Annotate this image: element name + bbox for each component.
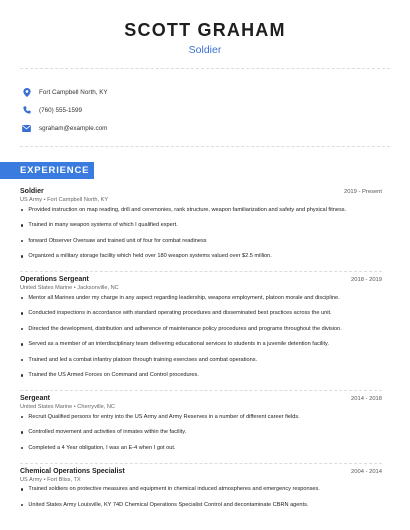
contact-phone (22, 101, 108, 119)
list-item: Conducted inspections in accordance with standard operating procedures and disseminated best practices across the unit. (20, 310, 382, 326)
resume-header (0, 0, 410, 56)
list-item: Organized a military storage facility which held over 180 weapon systems valued over $2.5 million. (20, 253, 382, 269)
list-item: Trained the US Armed Forces on Command and Control procedures. (20, 372, 382, 388)
envelope-icon (22, 124, 31, 133)
list-item: Trained in many weapon systems of which I qualified expert. (20, 222, 382, 238)
contact-divider (20, 146, 390, 147)
job-date: 2004 - 2014 (351, 468, 382, 475)
candidate-name: SCOTT GRAHAM (124, 20, 286, 40)
job-date: 2018 - 2019 (351, 277, 382, 283)
job-divider (20, 390, 382, 391)
list-item: Recruit Qualified persons for entry into the US Army and Army Reserves in a number of different career fields. (20, 413, 382, 429)
contact-address (22, 83, 108, 101)
job-divider (20, 463, 382, 464)
phone-icon (22, 106, 31, 115)
contact-address-text: Fort Campbell North, KY (39, 88, 108, 96)
experience-list (20, 188, 382, 520)
list-item: Trained soldiers on protective measures and equipment in chemical induced atmospheres and emergency responses. (20, 486, 382, 502)
job-employer-location: US Army • Fort Bliss, TX (20, 476, 81, 483)
job-date: 2014 - 2018 (351, 396, 382, 402)
list-item: Trained and led a combat infantry platoon through training exercises and combat operations. (20, 356, 382, 372)
job-entry (20, 395, 382, 460)
job-title: Chemical Operations Specialist (20, 467, 125, 475)
contact-email-text: sgraham@example.com (39, 124, 108, 132)
job-entry (20, 188, 382, 268)
list-item: forward Observer Oversaw and trained unit of four for combat readiness (20, 237, 382, 253)
list-item: United States Army Louisville, KY 74D Chemical Operations Specialist Control and decontaminate CBRN agents. (20, 501, 382, 517)
contact-list (22, 83, 108, 137)
list-item: Provided instruction on map reading, drill and ceremonies, rank structure, weapon familiarization and safety and physical fitness. (20, 206, 382, 222)
job-title: Soldier (20, 188, 44, 195)
job-title: Operations Sergeant (20, 276, 89, 283)
experience-heading: EXPERIENCE (0, 162, 94, 179)
list-item: Directed the development, distribution and adherence of maintenance policy procedures and programs throughout the division. (20, 325, 382, 341)
list-item: Served as a member of an interdisciplinary team delivering educational services to students in a juvenile detention facility. (20, 341, 382, 357)
job-bullets (20, 206, 382, 268)
job-entry (20, 468, 382, 517)
list-item: Completed a 4 Year obligation, I was an E-4 when I got out. (20, 444, 382, 460)
job-entry (20, 276, 382, 387)
job-bullets (20, 413, 382, 460)
location-pin-icon (22, 88, 31, 97)
job-date: 2019 - Present (343, 189, 382, 195)
candidate-role: Soldier (188, 44, 222, 56)
job-employer-location: United States Marine • Cherryville, NC (20, 404, 115, 410)
job-employer-location: US Army • Fort Campbell North, KY (20, 197, 109, 203)
job-bullets (20, 294, 382, 387)
list-item: Mentor all Marines under my charge in any aspect regarding leadership, weapons employment, platoon morale and discipline. (20, 294, 382, 310)
job-divider (20, 271, 382, 272)
list-item: Controlled movement and activities of inmates within the facility. (20, 429, 382, 445)
contact-email (22, 119, 108, 137)
header-divider (20, 68, 390, 69)
job-employer-location: United States Marine • Jacksonville, NC (20, 285, 119, 291)
contact-phone-text: (760) 555-1599 (39, 106, 83, 114)
job-title: Sergeant (20, 395, 50, 402)
job-bullets (20, 486, 382, 517)
